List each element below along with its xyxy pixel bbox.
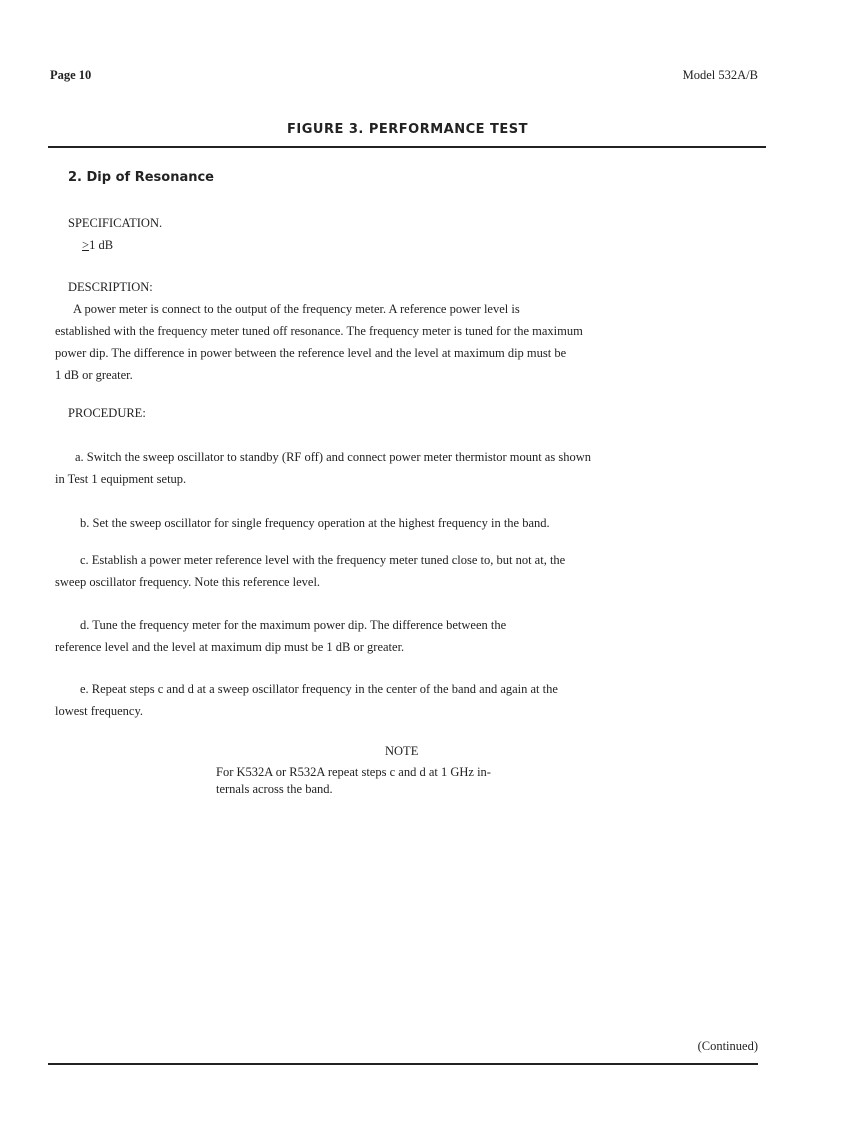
ge-symbol: > [82,238,90,252]
step-line: in Test 1 equipment setup. [55,472,187,486]
description-line: A power meter is connect to the output of the frequency meter. A reference power level is [73,302,520,316]
header-divider [48,146,766,148]
step-line: reference level and the level at maximum dip must be 1 dB or greater. [55,640,405,654]
figure-title: FIGURE 3. PERFORMANCE TEST [287,122,529,137]
step-line: sweep oscillator frequency. Note this reference level. [55,575,321,589]
procedure-step-a [55,446,775,490]
note-line: For K532A or R532A repeat steps c and d at 1 GHz in- [216,765,491,779]
procedure-step-c [55,549,775,593]
description-line: 1 dB or greater. [55,368,133,382]
step-line: a. Switch the sweep oscillator to standby (RF off) and connect power meter thermistor mount as shown [75,450,591,464]
note-title: NOTE [385,744,419,758]
step-line: d. Tune the frequency meter for the maximum power dip. The difference between the [80,618,507,632]
description-line: power dip. The difference in power between the reference level and the level at maximum dip must be [55,346,567,360]
procedure-step-e [55,678,775,722]
description-label: DESCRIPTION: [68,280,153,294]
procedure-step-b [55,512,775,534]
spec-value: 1 dB [89,238,114,252]
procedure-label: PROCEDURE: [68,406,146,420]
description-text [55,298,775,386]
note-line: ternals across the band. [216,782,333,796]
step-line: e. Repeat steps c and d at a sweep oscillator frequency in the center of the band and again at the [80,682,558,696]
step-line: b. Set the sweep oscillator for single frequency operation at the highest frequency in the band. [80,516,550,530]
procedure-step-d [55,614,775,658]
specification-label: SPECIFICATION. [68,216,163,230]
step-line: lowest frequency. [55,704,144,718]
footer-divider [48,1063,758,1065]
description-line: established with the frequency meter tuned off resonance. The frequency meter is tuned for the maximum [55,324,583,338]
step-line: c. Establish a power meter reference level with the frequency meter tuned close to, but not at, the [80,553,566,567]
section-title: 2. Dip of Resonance [68,170,215,185]
continued-label: (Continued) [697,1039,758,1053]
page-number: Page 10 [50,68,92,82]
specification-value [82,238,113,253]
note-text [216,764,491,798]
model-label: Model 532A/B [682,68,758,82]
